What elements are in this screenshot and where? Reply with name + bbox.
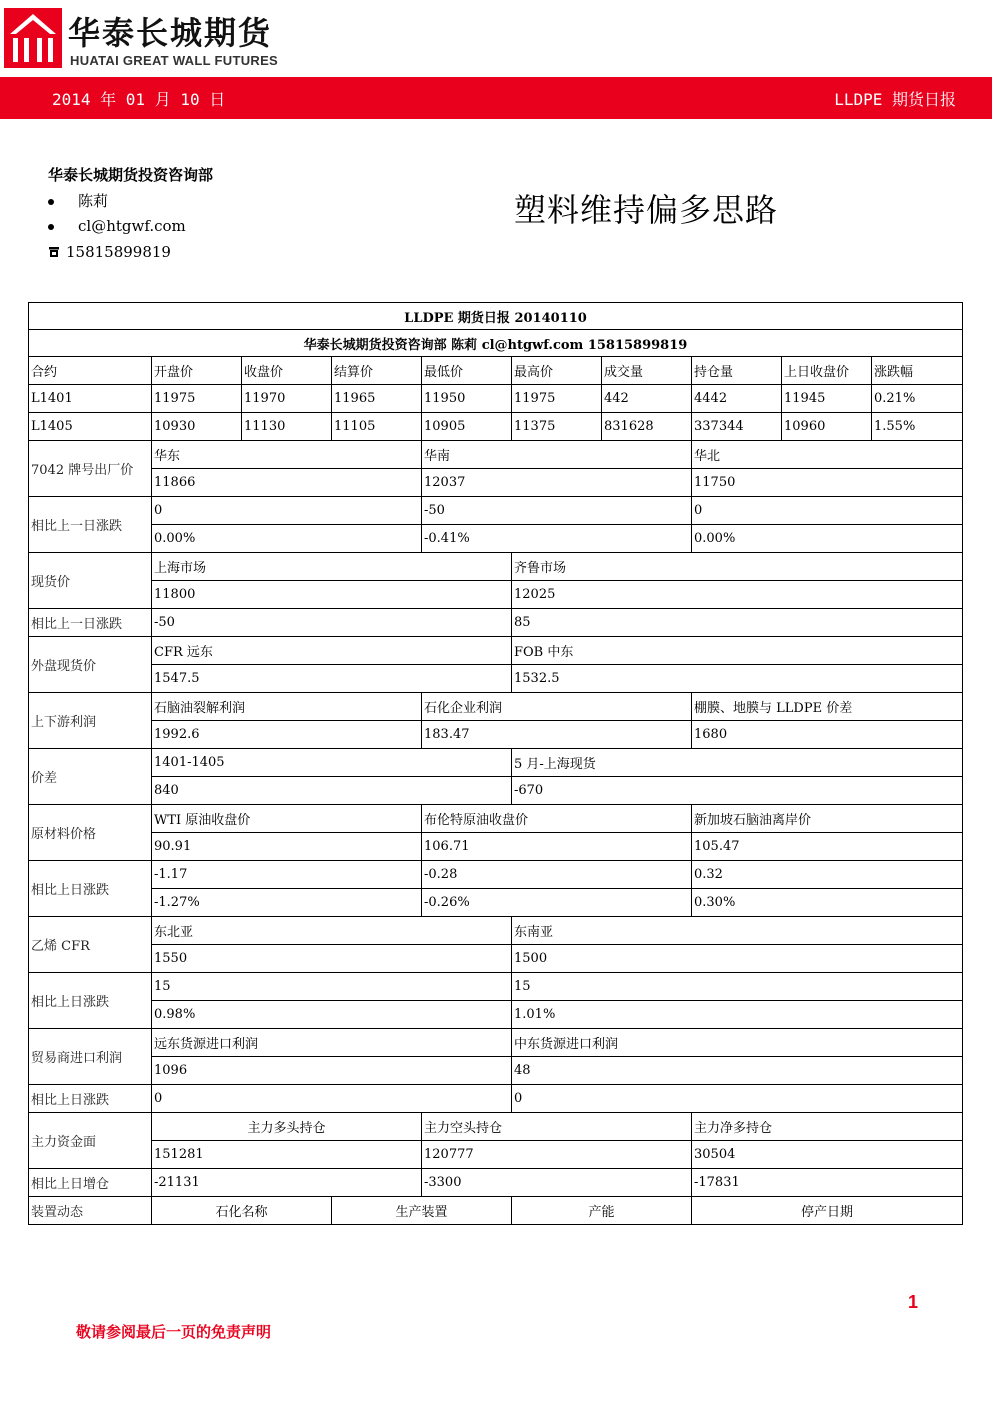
cell: 11945 xyxy=(782,385,872,413)
row-label: 价差 xyxy=(29,749,152,805)
author-email-line xyxy=(48,217,186,235)
cell: 1500 xyxy=(512,945,963,973)
report-date: 2014 年 01 月 10 日 xyxy=(52,90,226,109)
cell: 0.30% xyxy=(692,889,963,917)
row-label: 原材料价格 xyxy=(29,805,152,861)
author-phone: 15815899819 xyxy=(66,243,171,261)
cell: 1680 xyxy=(692,721,963,749)
cell: -0.26% xyxy=(422,889,692,917)
cell: 0.98% xyxy=(152,1001,512,1029)
cell: 1.55% xyxy=(872,413,963,441)
row-label: 装置动态 xyxy=(29,1197,152,1225)
cell: 东北亚 xyxy=(152,917,512,945)
cell: 85 xyxy=(512,609,963,637)
cell: 11800 xyxy=(152,581,512,609)
cell: 布伦特原油收盘价 xyxy=(422,805,692,833)
author-name: 陈莉 xyxy=(78,192,109,210)
headline: 塑料维持偏多思路 xyxy=(514,191,779,229)
cell: 0 xyxy=(512,1085,963,1113)
cell: 华南 xyxy=(422,441,692,469)
cell: 棚膜、地膜与 LLDPE 价差 xyxy=(692,693,963,721)
cell: 11965 xyxy=(332,385,422,413)
cell: 120777 xyxy=(422,1141,692,1169)
cell: 0.21% xyxy=(872,385,963,413)
row-label: 现货价 xyxy=(29,553,152,609)
cell: 11750 xyxy=(692,469,963,497)
cell: 1550 xyxy=(152,945,512,973)
col-header: 停产日期 xyxy=(692,1197,963,1225)
row-label: 相比上一日涨跌 xyxy=(29,497,152,553)
cell: 11970 xyxy=(242,385,332,413)
cell: 石脑油裂解利润 xyxy=(152,693,422,721)
cell: 11975 xyxy=(512,385,602,413)
cell: 11866 xyxy=(152,469,422,497)
cell: 1532.5 xyxy=(512,665,963,693)
header-bar xyxy=(0,77,992,119)
author-phone-line xyxy=(48,243,171,261)
brand-name-en: HUATAI GREAT WALL FUTURES xyxy=(70,53,279,68)
table-subtitle: 华泰长城期货投资咨询部 陈莉 cl@htgwf.com 15815899819 xyxy=(29,330,963,357)
department: 华泰长城期货投资咨询部 xyxy=(48,166,214,184)
cell: 东南亚 xyxy=(512,917,963,945)
col-header: 合约 xyxy=(29,357,152,385)
col-header: 收盘价 xyxy=(242,357,332,385)
cell: 0.00% xyxy=(692,525,963,553)
row-label: 主力资金面 xyxy=(29,1113,152,1169)
cell: -50 xyxy=(152,609,512,637)
col-header: 涨跌幅 xyxy=(872,357,963,385)
author-name-line xyxy=(48,190,108,211)
cell: 15 xyxy=(512,973,963,1001)
cell: -670 xyxy=(512,777,963,805)
cell: 0.00% xyxy=(152,525,422,553)
cell: 新加坡石脑油离岸价 xyxy=(692,805,963,833)
report-table xyxy=(28,302,963,1225)
cell: 106.71 xyxy=(422,833,692,861)
cell: WTI 原油收盘价 xyxy=(152,805,422,833)
cell: 0 xyxy=(692,497,963,525)
col-header: 结算价 xyxy=(332,357,422,385)
cell: 105.47 xyxy=(692,833,963,861)
col-header: 持仓量 xyxy=(692,357,782,385)
row-label: 相比上日涨跌 xyxy=(29,1085,152,1113)
page-number: 1 xyxy=(908,1292,919,1312)
col-header: 最低价 xyxy=(422,357,512,385)
table-row xyxy=(29,385,963,413)
cell: 0 xyxy=(152,1085,512,1113)
cell: 183.47 xyxy=(422,721,692,749)
row-label: 相比上日增仓 xyxy=(29,1169,152,1197)
row-label: 贸易商进口利润 xyxy=(29,1029,152,1085)
cell: 11105 xyxy=(332,413,422,441)
cell: 151281 xyxy=(152,1141,422,1169)
cell: 1401-1405 xyxy=(152,749,512,777)
bullet-icon xyxy=(48,199,54,205)
cell: -1.17 xyxy=(152,861,422,889)
cell: 831628 xyxy=(602,413,692,441)
cell: 中东货源进口利润 xyxy=(512,1029,963,1057)
cell: 11375 xyxy=(512,413,602,441)
cell: -50 xyxy=(422,497,692,525)
cell: 石化企业利润 xyxy=(422,693,692,721)
bullet-icon xyxy=(48,224,54,230)
cell: 0.32 xyxy=(692,861,963,889)
cell: -0.41% xyxy=(422,525,692,553)
row-label: 7042 牌号出厂价 xyxy=(29,441,152,497)
cell: 11130 xyxy=(242,413,332,441)
cell: -3300 xyxy=(422,1169,692,1197)
cell: L1405 xyxy=(29,413,152,441)
brand-name-cn: 华泰长城期货 xyxy=(68,14,273,52)
cell: 1547.5 xyxy=(152,665,512,693)
row-label: 相比上一日涨跌 xyxy=(29,609,152,637)
cell: CFR 远东 xyxy=(152,637,512,665)
cell: 1992.6 xyxy=(152,721,422,749)
cell: 30504 xyxy=(692,1141,963,1169)
row-label: 相比上日涨跌 xyxy=(29,861,152,917)
row-label: 上下游利润 xyxy=(29,693,152,749)
cell: -21131 xyxy=(152,1169,422,1197)
cell: 齐鲁市场 xyxy=(512,553,963,581)
col-header: 成交量 xyxy=(602,357,692,385)
cell: 华东 xyxy=(152,441,422,469)
company-logo xyxy=(4,8,62,68)
col-header: 上日收盘价 xyxy=(782,357,872,385)
disclaimer: 敬请参阅最后一页的免责声明 xyxy=(76,1323,272,1341)
cell: 1096 xyxy=(152,1057,512,1085)
table-row xyxy=(29,413,963,441)
cell: 10960 xyxy=(782,413,872,441)
row-label: 相比上日涨跌 xyxy=(29,973,152,1029)
cell: 上海市场 xyxy=(152,553,512,581)
cell: 12037 xyxy=(422,469,692,497)
cell: 华北 xyxy=(692,441,963,469)
row-label: 乙烯 CFR xyxy=(29,917,152,973)
cell: L1401 xyxy=(29,385,152,413)
cell: -1.27% xyxy=(152,889,422,917)
cell: 10905 xyxy=(422,413,512,441)
cell: 0 xyxy=(152,497,422,525)
cell: 337344 xyxy=(692,413,782,441)
col-header: 最高价 xyxy=(512,357,602,385)
cell: 48 xyxy=(512,1057,963,1085)
cell: 4442 xyxy=(692,385,782,413)
author-email[interactable]: cl@htgwf.com xyxy=(78,217,186,235)
cell: -17831 xyxy=(692,1169,963,1197)
contract-header-row xyxy=(29,357,963,385)
cell: 远东货源进口利润 xyxy=(152,1029,512,1057)
cell: -0.28 xyxy=(422,861,692,889)
cell: 主力净多持仓 xyxy=(692,1113,963,1141)
row-label: 外盘现货价 xyxy=(29,637,152,693)
report-title: LLDPE 期货日报 xyxy=(834,90,956,109)
col-header: 开盘价 xyxy=(152,357,242,385)
cell: 15 xyxy=(152,973,512,1001)
telephone-icon xyxy=(48,246,60,258)
col-header: 石化名称 xyxy=(152,1197,332,1225)
cell: 11975 xyxy=(152,385,242,413)
cell: 12025 xyxy=(512,581,963,609)
cell: 1.01% xyxy=(512,1001,963,1029)
cell: FOB 中东 xyxy=(512,637,963,665)
cell: 840 xyxy=(152,777,512,805)
table-title: LLDPE 期货日报 20140110 xyxy=(29,303,963,330)
cell: 442 xyxy=(602,385,692,413)
cell: 5 月-上海现货 xyxy=(512,749,963,777)
col-header: 生产装置 xyxy=(332,1197,512,1225)
cell: 11950 xyxy=(422,385,512,413)
cell: 90.91 xyxy=(152,833,422,861)
cell: 主力空头持仓 xyxy=(422,1113,692,1141)
col-header: 产能 xyxy=(512,1197,692,1225)
cell: 主力多头持仓 xyxy=(152,1113,422,1141)
cell: 10930 xyxy=(152,413,242,441)
